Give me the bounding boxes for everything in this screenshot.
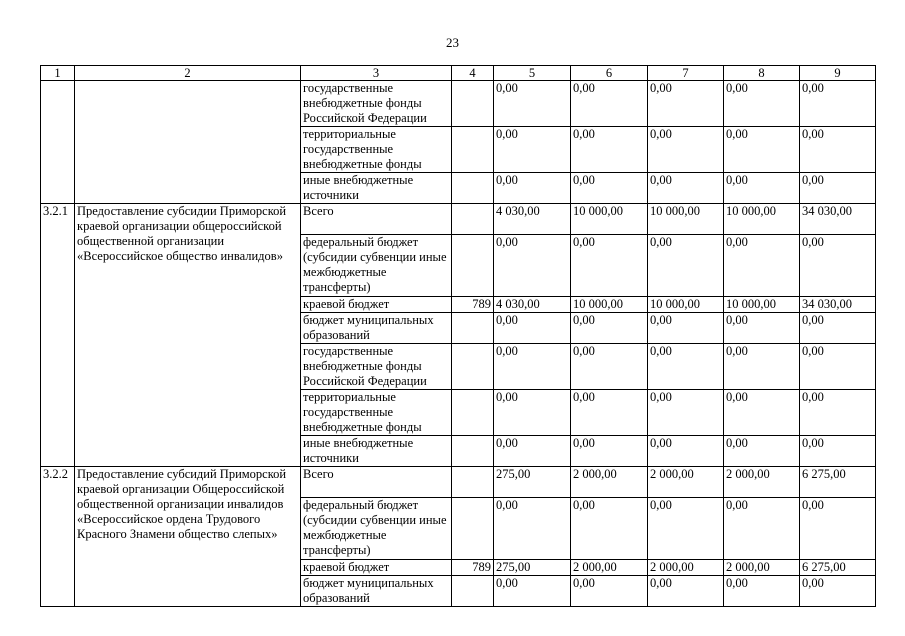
amount-cell: 10 000,00 bbox=[648, 297, 724, 313]
amount-cell: 10 000,00 bbox=[571, 297, 648, 313]
amount-cell: 0,00 bbox=[724, 436, 800, 467]
column-number-header-row bbox=[41, 66, 876, 81]
amount-cell: 2 000,00 bbox=[724, 467, 800, 498]
amount-cell: 0,00 bbox=[494, 173, 571, 204]
column-header: 6 bbox=[571, 66, 648, 81]
funding-source-cell: Всего bbox=[301, 467, 452, 498]
amount-cell: 0,00 bbox=[724, 576, 800, 607]
amount-cell: 0,00 bbox=[724, 81, 800, 127]
column-header: 3 bbox=[301, 66, 452, 81]
amount-cell: 0,00 bbox=[571, 498, 648, 560]
funding-source-cell: государственные внебюджетные фонды Российской Федерации bbox=[301, 81, 452, 127]
amount-cell: 0,00 bbox=[648, 498, 724, 560]
budget-code-cell bbox=[452, 436, 494, 467]
column-header: 9 bbox=[800, 66, 876, 81]
budget-code-cell bbox=[452, 498, 494, 560]
amount-cell: 0,00 bbox=[571, 173, 648, 204]
budget-code-cell: 789 bbox=[452, 297, 494, 313]
amount-cell: 0,00 bbox=[800, 313, 876, 344]
amount-cell: 0,00 bbox=[800, 498, 876, 560]
amount-cell: 0,00 bbox=[648, 173, 724, 204]
amount-cell: 0,00 bbox=[648, 127, 724, 173]
funding-source-cell: краевой бюджет bbox=[301, 297, 452, 313]
budget-code-cell bbox=[452, 81, 494, 127]
amount-cell: 0,00 bbox=[800, 390, 876, 436]
amount-cell: 0,00 bbox=[800, 127, 876, 173]
budget-code-cell bbox=[452, 390, 494, 436]
amount-cell: 0,00 bbox=[571, 576, 648, 607]
amount-cell: 0,00 bbox=[800, 436, 876, 467]
amount-cell: 2 000,00 bbox=[648, 467, 724, 498]
amount-cell: 2 000,00 bbox=[724, 560, 800, 576]
amount-cell: 0,00 bbox=[494, 344, 571, 390]
amount-cell: 10 000,00 bbox=[571, 204, 648, 235]
amount-cell: 0,00 bbox=[494, 576, 571, 607]
amount-cell: 0,00 bbox=[724, 344, 800, 390]
budget-code-cell bbox=[452, 235, 494, 297]
amount-cell: 10 000,00 bbox=[724, 204, 800, 235]
funding-source-cell: государственные внебюджетные фонды Российской Федерации bbox=[301, 344, 452, 390]
amount-cell: 6 275,00 bbox=[800, 560, 876, 576]
amount-cell: 275,00 bbox=[494, 560, 571, 576]
amount-cell: 0,00 bbox=[724, 498, 800, 560]
funding-source-cell: иные внебюджетные источники bbox=[301, 173, 452, 204]
amount-cell: 0,00 bbox=[571, 313, 648, 344]
funding-source-cell: Всего bbox=[301, 204, 452, 235]
amount-cell: 0,00 bbox=[724, 127, 800, 173]
item-number-cell bbox=[41, 81, 75, 204]
funding-source-cell: федеральный бюджет (субсидии субвенции иные межбюджетные трансферты) bbox=[301, 235, 452, 297]
funding-source-cell: бюджет муниципальных образований bbox=[301, 576, 452, 607]
amount-cell: 0,00 bbox=[800, 235, 876, 297]
budget-code-cell bbox=[452, 173, 494, 204]
budget-code-cell: 789 bbox=[452, 560, 494, 576]
funding-source-cell: краевой бюджет bbox=[301, 560, 452, 576]
item-name-cell bbox=[75, 81, 301, 204]
amount-cell: 2 000,00 bbox=[571, 467, 648, 498]
amount-cell: 0,00 bbox=[571, 235, 648, 297]
budget-table bbox=[40, 65, 876, 607]
budget-code-cell bbox=[452, 204, 494, 235]
amount-cell: 10 000,00 bbox=[724, 297, 800, 313]
amount-cell: 0,00 bbox=[494, 235, 571, 297]
amount-cell: 4 030,00 bbox=[494, 204, 571, 235]
amount-cell: 0,00 bbox=[494, 436, 571, 467]
amount-cell: 0,00 bbox=[494, 81, 571, 127]
amount-cell: 0,00 bbox=[724, 313, 800, 344]
amount-cell: 34 030,00 bbox=[800, 204, 876, 235]
amount-cell: 0,00 bbox=[494, 127, 571, 173]
item-number-cell: 3.2.2 bbox=[41, 467, 75, 607]
item-number-cell: 3.2.1 bbox=[41, 204, 75, 467]
amount-cell: 0,00 bbox=[800, 81, 876, 127]
amount-cell: 0,00 bbox=[571, 436, 648, 467]
amount-cell: 6 275,00 bbox=[800, 467, 876, 498]
amount-cell: 0,00 bbox=[494, 390, 571, 436]
table-body bbox=[41, 66, 876, 607]
column-header: 5 bbox=[494, 66, 571, 81]
table-row bbox=[41, 81, 876, 127]
amount-cell: 0,00 bbox=[648, 576, 724, 607]
amount-cell: 34 030,00 bbox=[800, 297, 876, 313]
amount-cell: 0,00 bbox=[648, 436, 724, 467]
amount-cell: 0,00 bbox=[571, 390, 648, 436]
funding-source-cell: федеральный бюджет (субсидии субвенции иные межбюджетные трансферты) bbox=[301, 498, 452, 560]
amount-cell: 0,00 bbox=[571, 344, 648, 390]
funding-source-cell: бюджет муниципальных образований bbox=[301, 313, 452, 344]
amount-cell: 0,00 bbox=[648, 344, 724, 390]
amount-cell: 0,00 bbox=[724, 235, 800, 297]
amount-cell: 0,00 bbox=[800, 344, 876, 390]
amount-cell: 0,00 bbox=[648, 235, 724, 297]
amount-cell: 0,00 bbox=[648, 313, 724, 344]
amount-cell: 275,00 bbox=[494, 467, 571, 498]
amount-cell: 10 000,00 bbox=[648, 204, 724, 235]
column-header: 7 bbox=[648, 66, 724, 81]
item-name-cell: Предоставление субсидий Приморской краевой организации Общероссийской общественной организации инвалидов «Всероссийское ордена Трудового Красного Знамени общество слепых» bbox=[75, 467, 301, 607]
budget-code-cell bbox=[452, 576, 494, 607]
funding-source-cell: иные внебюджетные источники bbox=[301, 436, 452, 467]
column-header: 8 bbox=[724, 66, 800, 81]
amount-cell: 0,00 bbox=[800, 173, 876, 204]
column-header: 1 bbox=[41, 66, 75, 81]
amount-cell: 0,00 bbox=[648, 81, 724, 127]
budget-code-cell bbox=[452, 467, 494, 498]
amount-cell: 4 030,00 bbox=[494, 297, 571, 313]
amount-cell: 0,00 bbox=[800, 576, 876, 607]
budget-code-cell bbox=[452, 344, 494, 390]
budget-code-cell bbox=[452, 313, 494, 344]
funding-source-cell: территориальные государственные внебюджетные фонды bbox=[301, 127, 452, 173]
amount-cell: 0,00 bbox=[494, 313, 571, 344]
budget-code-cell bbox=[452, 127, 494, 173]
table-row bbox=[41, 204, 876, 235]
amount-cell: 0,00 bbox=[648, 390, 724, 436]
amount-cell: 0,00 bbox=[724, 390, 800, 436]
column-header: 2 bbox=[75, 66, 301, 81]
amount-cell: 0,00 bbox=[494, 498, 571, 560]
column-header: 4 bbox=[452, 66, 494, 81]
page-number: 23 bbox=[446, 35, 459, 50]
amount-cell: 2 000,00 bbox=[571, 560, 648, 576]
amount-cell: 2 000,00 bbox=[648, 560, 724, 576]
item-name-cell: Предоставление субсидии Приморской краевой организации общероссийской общественной организации «Всероссийское общество инвалидов» bbox=[75, 204, 301, 467]
table-row bbox=[41, 467, 876, 498]
funding-source-cell: территориальные государственные внебюджетные фонды bbox=[301, 390, 452, 436]
amount-cell: 0,00 bbox=[571, 81, 648, 127]
amount-cell: 0,00 bbox=[724, 173, 800, 204]
amount-cell: 0,00 bbox=[571, 127, 648, 173]
